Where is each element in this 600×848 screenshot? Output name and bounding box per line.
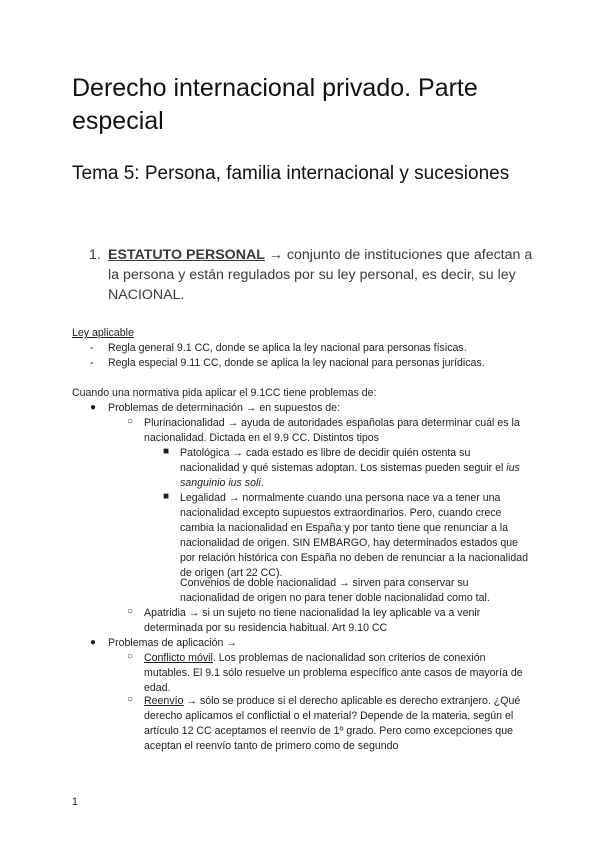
square-bullet: ■ [163,491,170,502]
document-title: Derecho internacional privado. Parte especial [72,74,478,135]
legalidad-item: Legalidad → normalmente cuando una persona nace va a tener una nacionalidad excepto supuestos extraordinarios. Pero, cuando crece cambia la nacionalidad en España y por tanto tiene que renunciar a la nacionalidad de origen. SIN EMBARGO, hay determinados estados que por relación histórica con España no deben de renunciar a la nacionalidad de origen (art 22 CC). [180,492,529,579]
ley-aplicable-heading: Ley aplicable [72,327,134,339]
topic-heading: Tema 5: Persona, familia internacional y sucesiones [72,163,510,184]
item-keyword: ESTATUTO PERSONAL [108,247,265,263]
apatridia-item: Apatridia → si un sujeto no tiene nacionalidad la ley aplicable va a venir determinada por su residencia habitual. Art 9.10 CC [144,607,481,634]
regla-general: Regla general 9.1 CC, donde se aplica la ley nacional para personas físicas. [108,342,467,354]
dash-bullet: - [90,357,94,369]
convenios-item: Convenios de doble nacionalidad → sirven para conservar su nacionalidad de origen no para tener doble nacionalidad como tal. [180,577,490,604]
regla-especial: Regla especial 9.11 CC, donde se aplica la ley nacional para personas jurídicas. [108,357,485,369]
numbered-item-1 [89,245,538,305]
dash-bullet: - [90,342,94,354]
patologica-item: Patológica → cada estado es libre de decidir quién ostenta su nacionalidad y qué sistemas adoptan. Los sistemas pueden seguir el ius sanguinio ius soli. [180,447,520,489]
reenvio-label: Reenvío [144,695,184,707]
circle-bullet: ○ [127,694,134,705]
conflicto-movil-item [144,651,534,696]
determinacion-heading: Problemas de determinación → en supuestos de: [108,402,341,414]
item-number: 1. [89,247,101,263]
conflicto-movil-text: . Los problemas de nacionalidad son criterios de conexión mutables. El 9.1 sólo resuelve un problema específico ante casos de mayoría de edad. [144,652,523,694]
intro-line: Cuando una normativa pida aplicar el 9.1CC tiene problemas de: [72,387,377,399]
circle-bullet: ○ [127,416,134,427]
circle-bullet: ○ [127,606,134,617]
item-definition: → conjunto de instituciones que afectan a la persona y están regulados por su ley personal, es decir, su ley NACIONAL. [108,247,533,303]
ius-soli: ius soli [228,477,261,489]
disc-bullet: ● [90,637,97,648]
reenvio-item [144,694,534,754]
disc-bullet: ● [90,402,97,413]
ius-sanguinio: ius sanguinio [180,462,520,489]
aplicacion-heading: Problemas de aplicación → [108,637,237,649]
page-number: 1 [72,796,78,808]
conflicto-movil-label: Conflicto móvil [144,652,213,664]
circle-bullet: ○ [127,651,134,662]
plurinacionalidad-item: Plurinacionalidad → ayuda de autoridades españolas para determinar cuál es la nacionalidad. Dictada en el 9.9 CC. Distintos tipos [144,417,520,444]
reenvio-text: → sólo se produce si el derecho aplicable es derecho extranjero. ¿Qué derecho aplicamos el conflictial o el material? Depende de la materia, según el artículo 12 CC aceptamos el reenvío de 1º grado. Pero como excepciones que aceptan el reenvío tanto de primero como de segundo [144,695,521,752]
square-bullet: ■ [163,446,170,457]
patologica-text: Patológica → cada estado es libre de decidir quién ostenta su nacionalidad y qué sistemas adoptan. Los sistemas pueden seguir el [180,447,507,474]
